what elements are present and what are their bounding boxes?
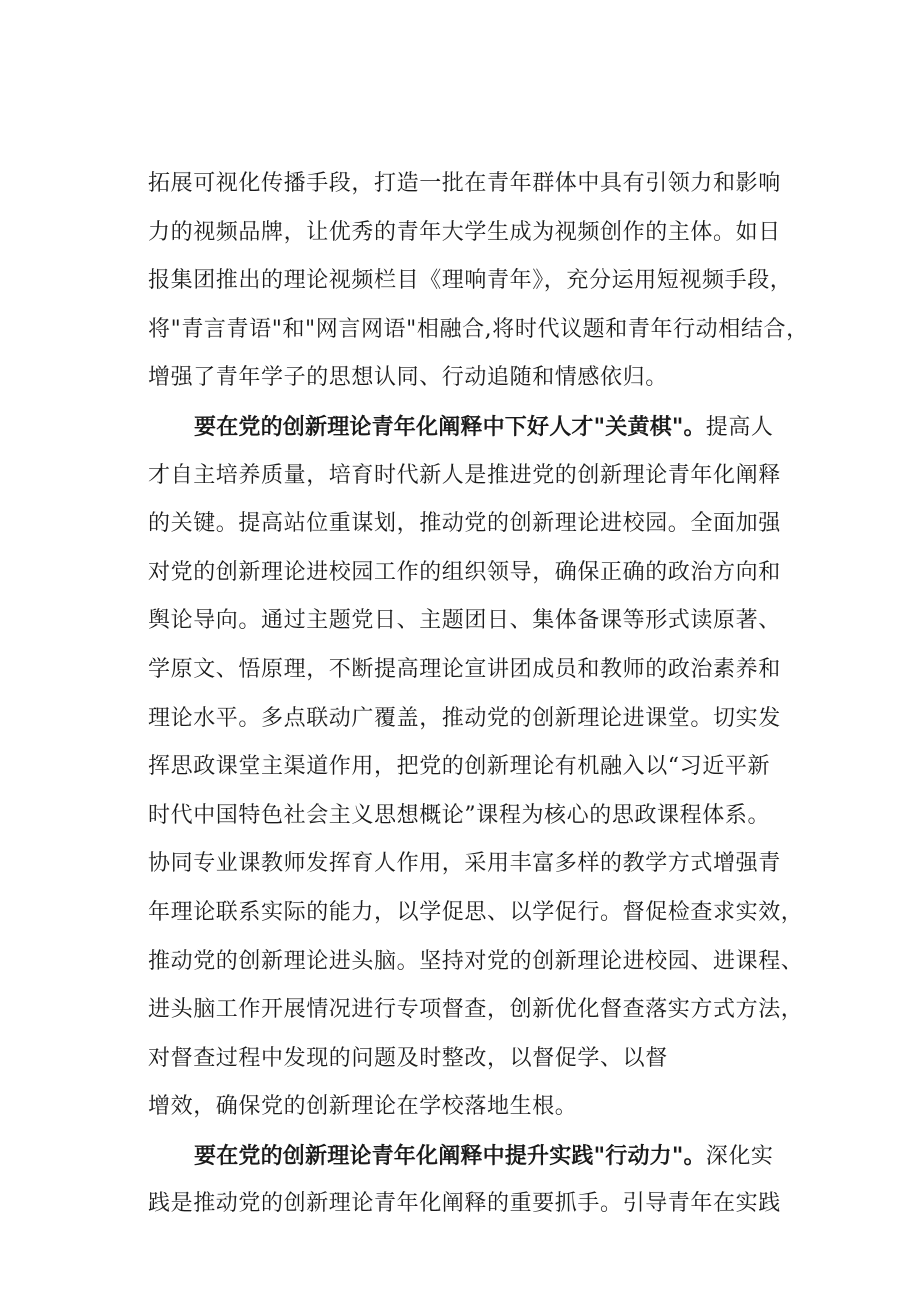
paragraph-first-line bbox=[148, 1132, 828, 1181]
paragraph-line: 年理论联系实际的能力，以学促思、以学促行。督促检查求实效， bbox=[148, 899, 804, 925]
paragraph-line: 挥思政课堂主渠道作用，把党的创新理论有机融入以“习近平新 bbox=[148, 754, 771, 780]
paragraph-line: 践是推动党的创新理论青年化阐释的重要抓手。引导青年在实践 bbox=[148, 1191, 781, 1217]
paragraph-line: 对督查过程中发现的问题及时整改，以督促学、以督 bbox=[148, 1045, 668, 1071]
paragraph-2 bbox=[148, 403, 828, 1132]
paragraph-line: 推动党的创新理论进头脑。坚持对党的创新理论进校园、进课程、 bbox=[148, 948, 804, 974]
paragraph-line-rest: 提高人 bbox=[705, 414, 774, 440]
paragraph-line: 拓展可视化传播手段，打造一批在青年群体中具有引领力和影响 bbox=[148, 171, 781, 196]
paragraph-line: 协同专业课教师发挥育人作用，采用丰富多样的教学方式增强青 bbox=[148, 851, 781, 877]
paragraph-line: 增效，确保党的创新理论在学校落地生根。 bbox=[148, 1094, 578, 1120]
paragraph-line: 力的视频品牌，让优秀的青年大学生成为视频创作的主体。如日 bbox=[148, 219, 781, 245]
paragraph-line: 时代中国特色社会主义思想概论”课程为核心的思政课程体系。 bbox=[148, 802, 771, 828]
paragraph-line: 对党的创新理论进校园工作的组织领导，确保正确的政治方向和 bbox=[148, 559, 781, 585]
paragraph-line-rest: 深化实 bbox=[705, 1143, 774, 1169]
paragraph-3 bbox=[148, 1132, 828, 1229]
paragraph-lead-sentence: 要在党的创新理论青年化阐释中下好人才"关黄棋"。 bbox=[194, 413, 706, 440]
paragraph-lead-sentence: 要在党的创新理论青年化阐释中提升实践"行动力"。 bbox=[194, 1142, 706, 1169]
paragraph-1 bbox=[148, 160, 828, 403]
paragraph-line: 进头脑工作开展情况进行专项督查，创新优化督查落实方式方法， bbox=[148, 997, 804, 1023]
paragraph-line: 理论水平。多点联动广覆盖，推动党的创新理论进课堂。切实发 bbox=[148, 705, 781, 731]
paragraph-line: 的关键。提高站位重谋划，推动党的创新理论进校园。全面加强 bbox=[148, 511, 781, 537]
document-body bbox=[148, 160, 828, 1229]
paragraph-line: 报集团推出的理论视频栏目《理响青年》，充分运用短视频手段， bbox=[148, 268, 793, 294]
paragraph-line: 将"青言青语"和"网言网语"相融合,将时代议题和青年行动相结合， bbox=[148, 316, 809, 342]
paragraph-line: 学原文、悟原理，不断提高理论宣讲团成员和教师的政治素养和 bbox=[148, 656, 781, 682]
paragraph-line: 增强了青年学子的思想认同、行动追随和情感依归。 bbox=[148, 365, 668, 391]
paragraph-line: 舆论导向。通过主题党日、主题团日、集体备课等形式读原著、 bbox=[148, 608, 781, 634]
paragraph-line: 才自主培养质量，培育时代新人是推进党的创新理论青年化阐释 bbox=[148, 462, 781, 488]
paragraph-first-line bbox=[148, 403, 828, 452]
